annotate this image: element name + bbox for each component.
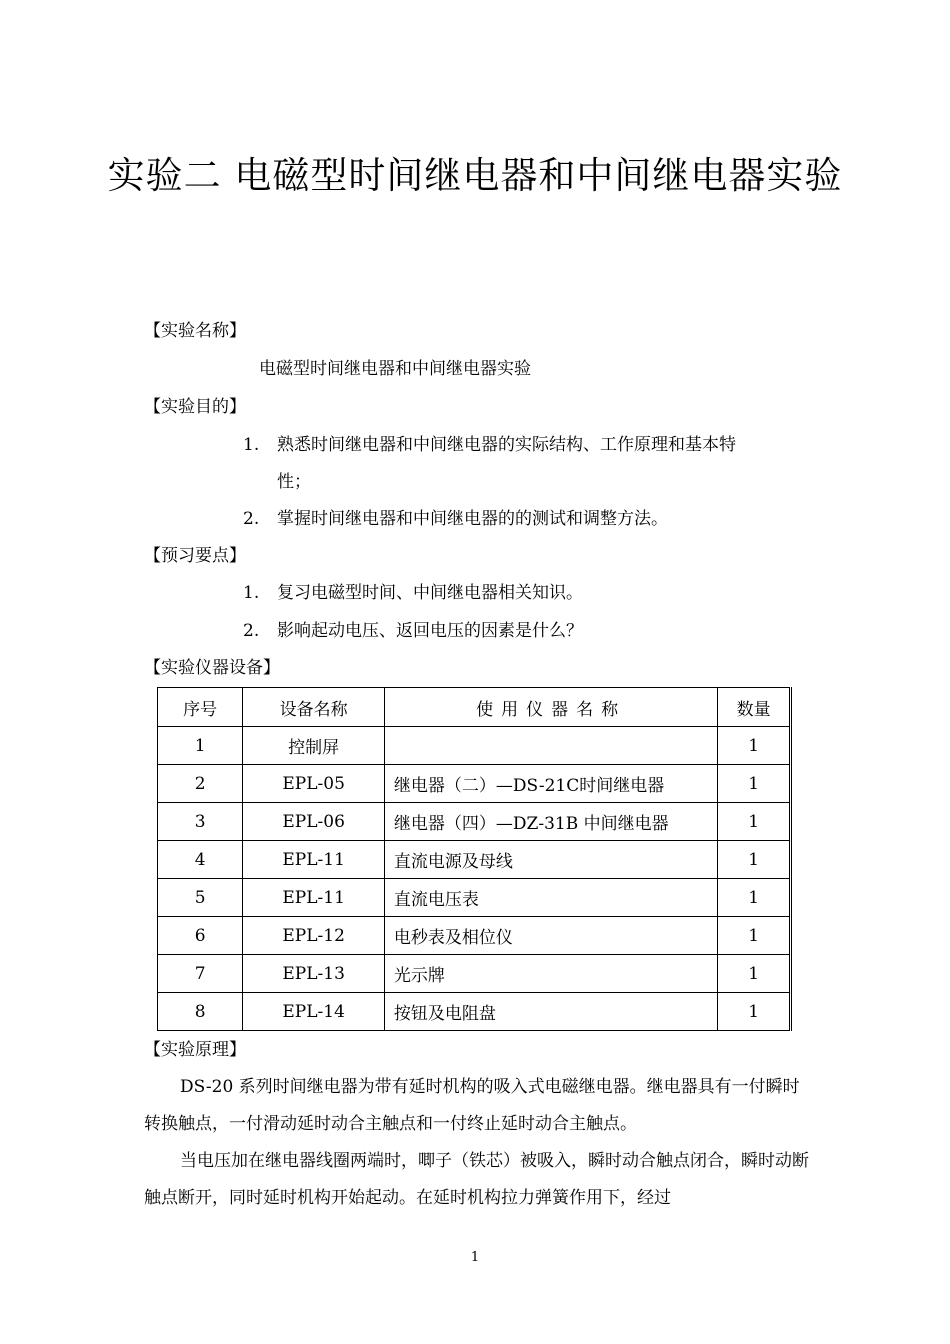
table-row [158, 955, 791, 993]
cell-index: 8 [158, 993, 243, 1031]
cell-quantity: 1 [718, 803, 791, 841]
cell-instrument: 光示牌 [384, 955, 717, 993]
cell-device: EPL-05 [243, 765, 385, 803]
cell-quantity: 1 [718, 993, 791, 1031]
cell-instrument: 继电器（二）—DS-21C时间继电器 [384, 765, 717, 803]
page-number: 1 [470, 1250, 480, 1265]
cell-quantity: 1 [718, 841, 791, 879]
cell-index: 4 [158, 841, 243, 879]
cell-instrument: 继电器（四）—DZ-31B 中间继电器 [384, 803, 717, 841]
purpose-item-number: 2. [243, 509, 260, 529]
header-cell-quantity: 数量 [718, 688, 791, 727]
document-title: 实验二 电磁型时间继电器和中间继电器实验 [107, 154, 843, 197]
section-heading-preview: 【预习要点】 [144, 546, 246, 566]
section-heading-equipment: 【实验仪器设备】 [144, 658, 280, 678]
cell-instrument: 直流电压表 [384, 879, 717, 917]
table-row [158, 917, 791, 955]
purpose-item-text-cont: 性； [277, 472, 311, 492]
section-heading-name: 【实验名称】 [144, 321, 246, 341]
table-row [158, 727, 791, 765]
equipment-table [157, 687, 792, 1031]
cell-device: EPL-06 [243, 803, 385, 841]
header-cell-instrument: 使用仪器名称 [384, 688, 717, 727]
header-cell-device: 设备名称 [243, 688, 385, 727]
table-header-row [158, 688, 791, 727]
cell-device: EPL-13 [243, 955, 385, 993]
table-row [158, 841, 791, 879]
cell-device: EPL-12 [243, 917, 385, 955]
cell-instrument [384, 727, 717, 765]
table-row [158, 803, 791, 841]
purpose-item-text: 熟悉时间继电器和中间继电器的实际结构、工作原理和基本特 [277, 435, 736, 455]
cell-index: 7 [158, 955, 243, 993]
cell-index: 1 [158, 727, 243, 765]
cell-quantity: 1 [718, 727, 791, 765]
cell-device: EPL-14 [243, 993, 385, 1031]
preview-item-number: 1. [243, 583, 260, 603]
section-heading-principle: 【实验原理】 [144, 1040, 246, 1060]
cell-device: EPL-11 [243, 841, 385, 879]
purpose-item-number: 1. [243, 435, 260, 455]
experiment-name-text: 电磁型时间继电器和中间继电器实验 [259, 359, 531, 379]
cell-quantity: 1 [718, 917, 791, 955]
cell-index: 5 [158, 879, 243, 917]
cell-instrument: 按钮及电阻盘 [384, 993, 717, 1031]
cell-device: EPL-11 [243, 879, 385, 917]
preview-item-number: 2. [243, 621, 260, 641]
table-row [158, 765, 791, 803]
cell-quantity: 1 [718, 765, 791, 803]
header-cell-index: 序号 [158, 688, 243, 727]
preview-item-text: 影响起动电压、返回电压的因素是什么？ [277, 621, 583, 641]
cell-device: 控制屏 [243, 727, 385, 765]
table-row [158, 879, 791, 917]
purpose-item-text: 掌握时间继电器和中间继电器的的测试和调整方法。 [277, 509, 668, 529]
preview-item-text: 复习电磁型时间、中间继电器相关知识。 [277, 583, 583, 603]
cell-quantity: 1 [718, 955, 791, 993]
principle-paragraph: DS-20 系列时间继电器为带有延时机构的吸入式电磁继电器。继电器具有一付瞬时转换触点，一付滑动延时动合主触点和一付终止延时动合主触点。 [144, 1077, 800, 1134]
cell-instrument: 电秒表及相位仪 [384, 917, 717, 955]
cell-index: 6 [158, 917, 243, 955]
principle-paragraph: 当电压加在继电器线圈两端时，唧子（铁芯）被吸入，瞬时动合触点闭合，瞬时动断触点断开，同时延时机构开始起动。在延时机构拉力弹簧作用下，经过 [144, 1151, 809, 1208]
cell-instrument: 直流电源及母线 [384, 841, 717, 879]
cell-index: 3 [158, 803, 243, 841]
section-heading-purpose: 【实验目的】 [144, 397, 246, 417]
table-row [158, 993, 791, 1031]
cell-quantity: 1 [718, 879, 791, 917]
cell-index: 2 [158, 765, 243, 803]
